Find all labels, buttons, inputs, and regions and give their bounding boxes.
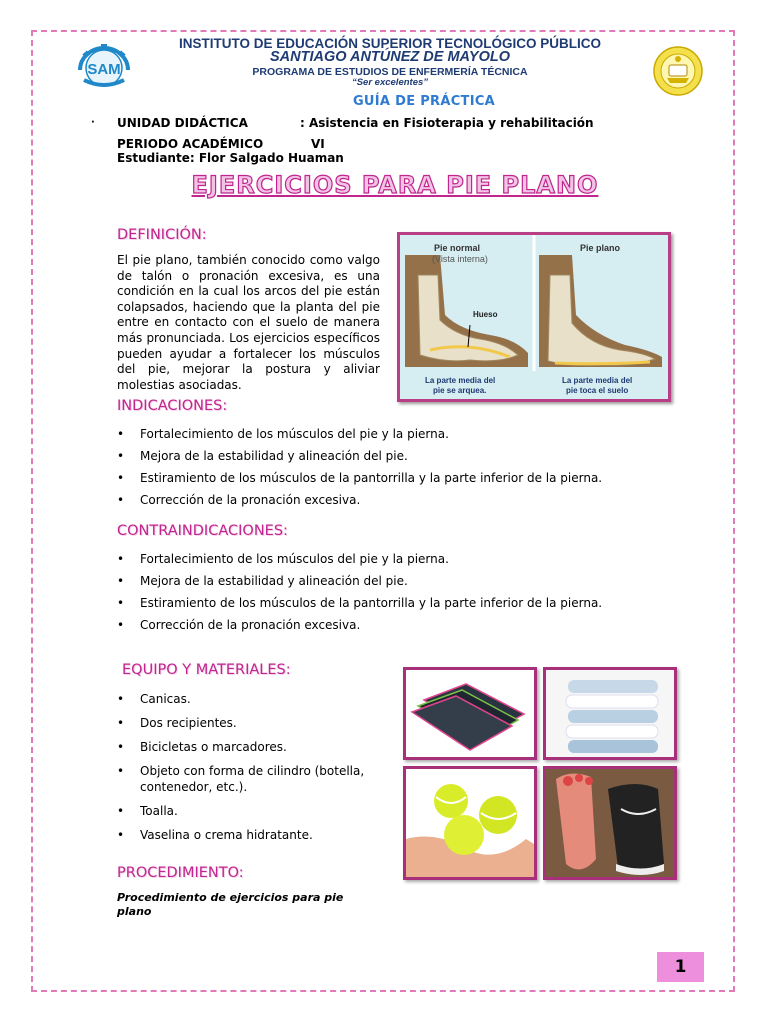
foot-shoe-photo <box>543 766 677 880</box>
period-label: PERIODO ACADÉMICO <box>117 137 264 151</box>
contraindications-heading: CONTRAINDICACIONES: <box>117 523 288 539</box>
institute-name: INSTITUTO DE EDUCACIÓN SUPERIOR TECNOLÓGICO PÚBLICO <box>178 36 602 51</box>
svg-text:SAM: SAM <box>87 61 121 78</box>
definition-text: El pie plano, también conocido como valgo de talón o pronación excesiva, es una condición en la cual los arcos del pie están colapsados, haciendo que la planta del pie entre en contacto con el suelo de manera más pronunciada. Los ejercicios específicos pueden ayudar a fortalecer los músculos del pie, mejorar la postura y aliviar molestias asociadas. <box>117 253 380 392</box>
list-item: • Canicas. <box>117 691 392 707</box>
institute-subname: SANTIAGO ANTÚNEZ DE MAYOLO <box>269 49 511 65</box>
list-item: • Fortalecimiento de los músculos del pie y la pierna. <box>117 552 677 566</box>
procedure-subtitle: Procedimiento de ejercicios para pie plano <box>117 891 344 918</box>
list-item: • Corrección de la pronación excesiva. <box>117 493 677 507</box>
contraindications-list <box>117 552 677 632</box>
definition-heading: DEFINICIÓN: <box>117 227 207 243</box>
equipment-heading: EQUIPO Y MATERIALES: <box>122 662 291 678</box>
foot-comparison-figure <box>397 232 671 402</box>
program-name: PROGRAMA DE ESTUDIOS DE ENFERMERÍA TÉCNICA <box>252 66 528 78</box>
normal-foot-subtitle: (Vista interna) <box>432 254 488 264</box>
flat-caption-1: La parte media del <box>562 376 633 385</box>
flat-foot-title: Pie plano <box>580 243 621 253</box>
sam-logo <box>74 40 134 90</box>
motto: “Ser excelentes” <box>351 77 429 88</box>
towels-photo <box>543 667 677 760</box>
normal-caption-1: La parte media del <box>425 376 496 385</box>
period-value: VI <box>311 137 325 151</box>
list-item: • Bicicletas o marcadores. <box>117 739 392 755</box>
normal-caption-2: pie se arquea. <box>433 386 487 395</box>
unit-value: : Asistencia en Fisioterapia y rehabilitación <box>300 116 594 130</box>
guide-title: GUÍA DE PRÁCTICA <box>352 94 496 109</box>
list-item: • Vaselina o crema hidratante. <box>117 827 392 843</box>
list-item: • Objeto con forma de cilindro (botella, contenedor, etc.). <box>117 763 392 795</box>
main-title: EJERCICIOS PARA PIE PLANO <box>191 171 599 199</box>
mat-photo <box>403 667 537 760</box>
normal-foot-title: Pie normal <box>434 243 481 253</box>
unit-label: UNIDAD DIDÁCTICA <box>117 116 248 130</box>
balls-photo <box>403 766 537 880</box>
indications-list <box>117 427 677 507</box>
flat-caption-2: pie toca el suelo <box>566 386 629 395</box>
list-item: • Mejora de la estabilidad y alineación del pie. <box>117 449 677 463</box>
list-item: • Toalla. <box>117 803 392 819</box>
equipment-list <box>117 691 392 843</box>
list-item: • Estiramiento de los músculos de la pantorrilla y la parte inferior de la pierna. <box>117 596 677 610</box>
page-number: 1 <box>657 952 704 982</box>
list-item: • Corrección de la pronación excesiva. <box>117 618 677 632</box>
institute-seal <box>653 46 703 96</box>
bone-label: Hueso <box>473 310 498 319</box>
indications-heading: INDICACIONES: <box>117 398 228 414</box>
list-item: • Estiramiento de los músculos de la pantorrilla y la parte inferior de la pierna. <box>117 471 677 485</box>
student-name: Estudiante: Flor Salgado Huaman <box>117 151 344 165</box>
bullet-mark: · <box>91 117 95 128</box>
list-item: • Fortalecimiento de los músculos del pie y la pierna. <box>117 427 677 441</box>
procedure-heading: PROCEDIMIENTO: <box>117 865 244 881</box>
list-item: • Mejora de la estabilidad y alineación del pie. <box>117 574 677 588</box>
list-item: • Dos recipientes. <box>117 715 392 731</box>
